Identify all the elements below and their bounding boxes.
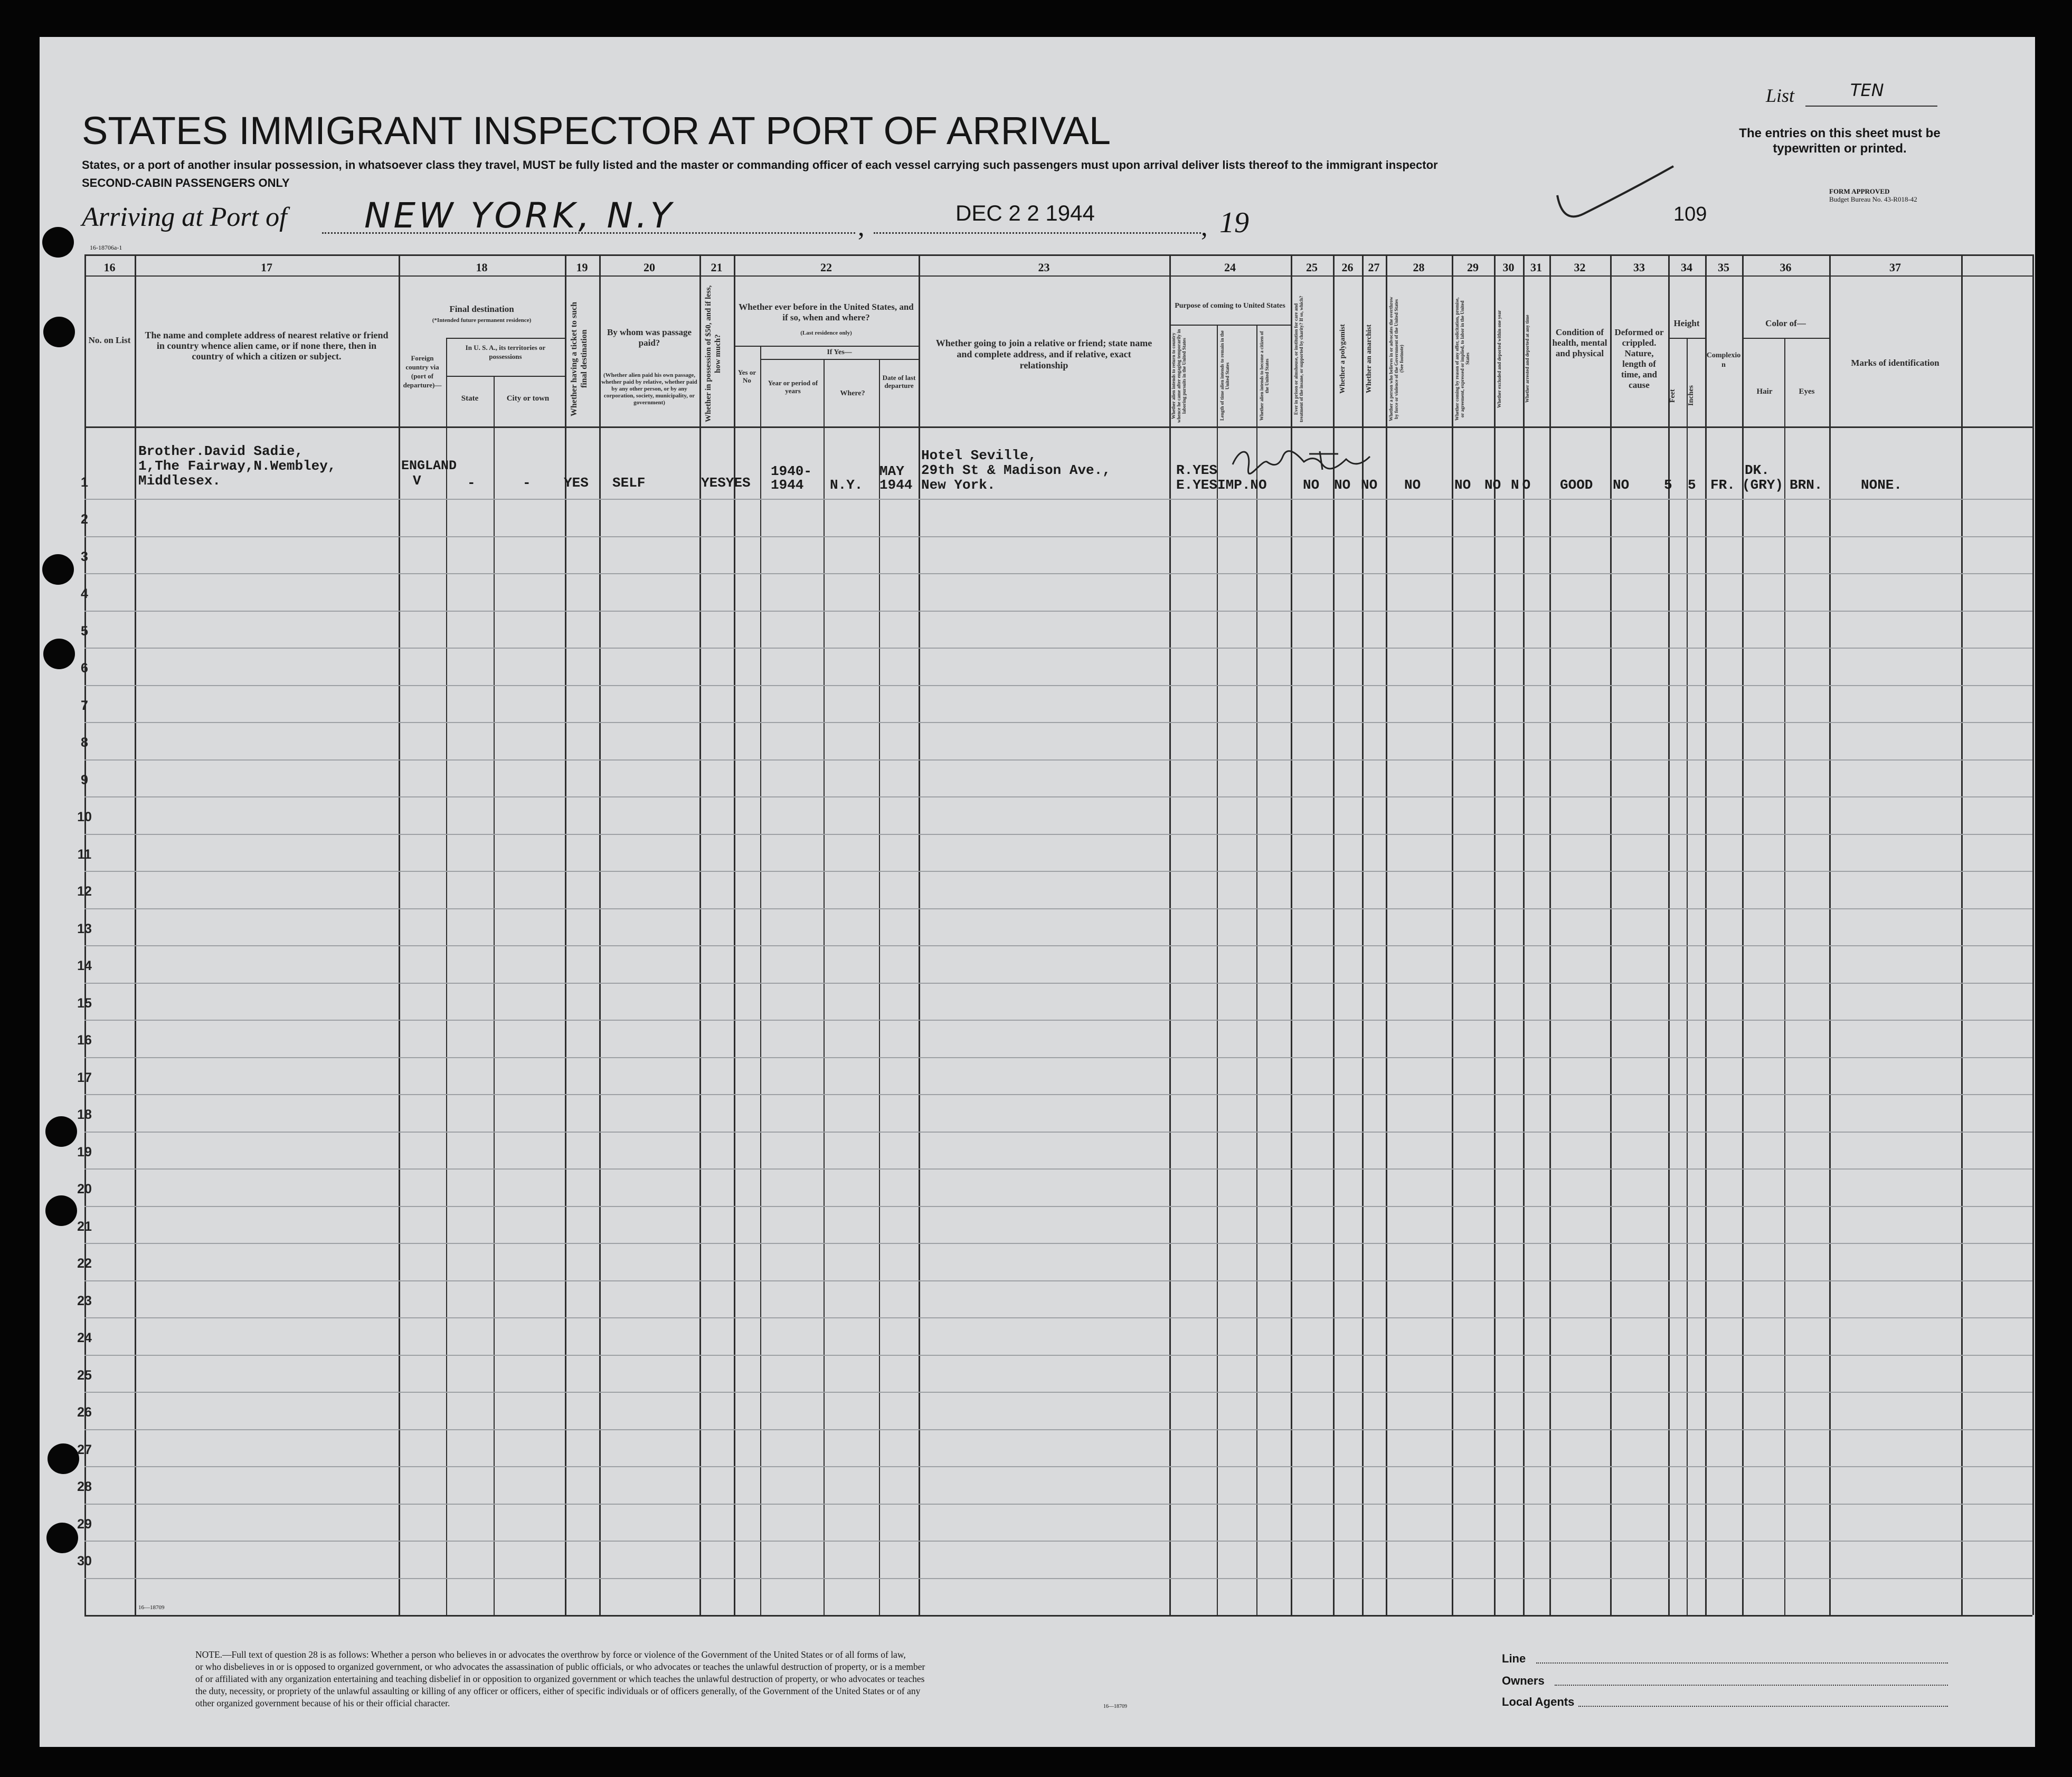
line-label: Line [1502,1652,1526,1665]
col-26-label: Whether a polygamist [1339,324,1347,394]
col-33-number: 33 [1633,261,1645,274]
column-divider [1494,254,1496,1615]
col-35-number: 35 [1718,261,1729,274]
footnote-line: NOTE.—Full text of question 28 is as follows: Whether a person who believes in or advocates the overthrow by force or violence of the Government of the United States or of all forms of law, [195,1649,906,1660]
row-number: 18 [77,1107,92,1122]
col-22-if-yes: If Yes— [827,348,852,356]
row-rule [84,1504,2032,1505]
col-25-number: 25 [1306,261,1318,274]
agents-label: Local Agents [1502,1695,1575,1708]
purpose-value-2: E.YESIMP.NO [1176,477,1267,493]
col-19-label: Whether having a ticket to such final destination [570,301,589,416]
col-29-number: 29 [1467,261,1479,274]
row-number: 27 [77,1442,92,1457]
prison-value: NO [1303,477,1320,493]
footnote-line: the duty, necessity, or propriety of the unlawful assaulting or killing of any officer or officers, either of specific individuals or of officers generally, of the Government of the United States or of any [195,1686,921,1696]
row-rule [84,1094,2032,1095]
col-28-number: 28 [1413,261,1425,274]
column-divider [1668,254,1670,1615]
anarchist-value: NO [1361,477,1378,493]
subheader-rule [446,376,565,377]
date-underline [874,232,1201,234]
polygamist-value: NO [1334,477,1351,493]
col-36-eyes: Eyes [1799,387,1815,396]
row-rule [84,1541,2032,1542]
years-value: 1940- [771,463,812,479]
row-number: 24 [77,1331,92,1345]
row-rule [84,648,2032,649]
ticket-value: YES [564,475,589,491]
city-value: - [523,475,531,491]
header-bottom-rule [84,426,2032,428]
col-21-label: Whether in possession of $50, and if less, how much? [704,285,722,422]
col-36-label: Color of— [1765,318,1806,328]
agents-field [1578,1706,1948,1707]
arrested-value: NO [1511,477,1534,493]
relative-name: Brother.David Sadie, [138,443,304,459]
row-number: 21 [77,1219,92,1234]
column-divider [1549,254,1551,1615]
departure-value: MAY [879,463,904,479]
col-22-year: Year or period of years [768,379,818,395]
footnote-line: or who disbelieves in or is opposed to organized government, or who advocates the assassination of public officials, or who advocates or teaches the unlawful destruction of property, or is a member [195,1661,925,1672]
subheader-rule [1668,338,1705,339]
hair-value: DK. [1745,462,1770,478]
column-subdivider [879,359,880,1615]
column-divider [1452,254,1453,1615]
column-divider [1610,254,1612,1615]
purpose-value: R.YES [1176,462,1218,478]
foreign-country: ENGLAND [401,458,457,473]
row-rule [84,759,2032,761]
column-divider [734,254,735,1615]
col-26-number: 26 [1341,261,1354,274]
handwritten-signature [1230,443,1373,480]
column-subdivider [1687,338,1688,1615]
column-subdivider [824,359,825,1615]
row-number: 22 [77,1256,92,1271]
row-number: 6 [81,661,88,676]
row-rule [84,722,2032,723]
column-divider [1523,254,1525,1615]
page-title: STATES IMMIGRANT INSPECTOR AT PORT OF ARRIVAL [82,109,1111,153]
col-30-label: Whether excluded and deported within one year [1497,310,1502,408]
owners-field [1555,1685,1948,1686]
row-rule [84,1317,2032,1318]
form-code-bottom: 16—18709 [138,1604,165,1611]
col-22-yes-no: Yes or No [737,368,756,384]
column-subdivider [1217,325,1218,1615]
col-27-label: Whether an anarchist [1365,324,1373,394]
join-relative-line-2: 29th St & Madison Ave., [921,462,1111,478]
row-rule [84,1429,2032,1430]
row-number: 9 [81,773,88,787]
row-number: 30 [77,1554,92,1569]
form-code-footer: 16—18709 [1103,1704,1127,1709]
row-rule [84,1020,2032,1021]
row-rule [84,1578,2032,1579]
arriving-label: Arriving at Port of [82,202,287,232]
col-35-label: Complexion [1706,351,1741,369]
col-24-label: Purpose of coming to United States [1175,302,1285,310]
row-rule [84,1392,2032,1393]
row-rule [84,871,2032,872]
subheader-rule [446,338,565,339]
join-relative-line-3: New York. [921,477,996,493]
row-number: 19 [77,1145,92,1160]
class-line: SECOND-CABIN PASSENGERS ONLY [82,176,290,189]
col-18-state-label: State [461,394,479,403]
column-divider [599,254,601,1615]
col-18-number: 18 [476,261,488,274]
column-divider [1169,254,1171,1615]
deformed-value: NO [1613,477,1630,493]
col-37-label: Marks of identification [1851,358,1939,368]
check-mark-icon [1552,164,1679,227]
column-divider [1961,254,1963,1615]
row-number: 11 [77,847,92,862]
row-rule [84,1243,2032,1244]
row-number: 28 [77,1479,92,1494]
col-24-sub-b: Length of time alien intends to remain in the United States [1219,330,1230,421]
col-20-label: By whom was passage paid? [607,327,692,348]
col-31-label: Whether arrested and deported at any time [1525,315,1530,403]
row-rule [84,499,2032,500]
subheader-rule [760,359,919,360]
entries-note: The entries on this sheet must be typewritten or printed. [1739,126,1941,156]
years-value-2: 1944 [771,477,804,493]
state-value: - [467,475,476,491]
manifest-sheet [40,37,2035,1747]
row-number: 4 [81,586,88,601]
row-rule [84,1206,2032,1207]
footnote-line: other organized government because of his or their official character. [195,1698,450,1708]
row-number: 8 [81,735,88,750]
marks-value: NONE. [1861,477,1903,493]
date-stamp: DEC 2 2 1944 [955,201,1095,225]
year-label: 19 [1219,206,1249,239]
col-18-usa-label: In U. S. A., its territories or possessions [465,344,546,360]
complexion-value: FR. [1710,477,1735,493]
col-18-label: Final destination [449,304,514,314]
col-24-sub-a: Whether alien intends to return to country whence he came after engaging temporarily in laboring pursuits in the United States [1171,329,1187,423]
row-rule [84,945,2032,946]
relative-address: 1,The Fairway,N.Wembley, [138,458,336,474]
col-20-number: 20 [644,261,655,274]
row-number: 5 [81,624,88,639]
row-rule [84,908,2032,909]
health-value: GOOD [1560,477,1593,493]
row-number: 17 [77,1070,92,1085]
col-29-label: Whether coming by reason of any offer, solicitation, promise, or agreement, expressed or implied, to labor in the United States [1454,297,1470,421]
row-rule [84,1466,2032,1467]
col-16-number: 16 [103,261,116,274]
col-36-hair: Hair [1756,387,1773,396]
column-number-rule [84,275,2032,277]
row-number: 7 [81,698,88,713]
row-number: 12 [77,884,92,899]
column-subdivider [446,338,447,1615]
col-24-sub-c: Whether alien intends to become a citizen of the United States [1259,331,1270,421]
subheader-rule [1742,338,1829,339]
list-underline [1805,106,1937,107]
comma: , [858,212,865,241]
passage-paid-value: SELF [612,475,646,491]
column-divider [2032,254,2034,1615]
eyes-value: BRN. [1790,477,1823,493]
list-value: TEN [1850,80,1884,100]
row-number: 16 [77,1033,92,1048]
row-rule [84,611,2032,612]
column-divider [565,254,566,1615]
col-17-number: 17 [261,261,272,274]
col-24-number: 24 [1224,261,1236,274]
join-relative-line: Hotel Seville, [921,448,1037,463]
relative-county: Middlesex. [138,473,221,489]
row-rule [84,983,2032,984]
form-code: 16-18706a-1 [90,244,122,251]
excluded-value: NO [1484,477,1501,493]
budget-bureau: Budget Bureau No. 43-R018-42 [1829,195,1917,203]
col-36-number: 36 [1780,261,1792,274]
where-value: N.Y. [830,477,863,493]
col-25-label: Ever in prison or almshouse, or institution for care and treatment of the insane, or supported by charity? If so, which? [1293,296,1304,422]
footnote-line: of or affiliated with any organization entertaining and teaching disbelief in or opposition to organized government or which teaches the unlawful destruction of property, or who advocates or teaches [195,1674,925,1684]
column-divider [919,254,920,1615]
col-16-label: No. on List [88,335,131,345]
col-22-where: Where? [840,389,865,397]
punch-hole [42,227,74,258]
list-label: List [1766,85,1795,106]
row-number: 26 [77,1405,92,1420]
row-rule [84,1168,2032,1170]
row-rule [84,1280,2032,1281]
overthrow-value: NO [1404,477,1421,493]
col-21-number: 21 [711,261,723,274]
col-27-number: 27 [1368,261,1380,274]
row-number: 25 [77,1368,92,1383]
row-rule [84,1355,2032,1356]
height-feet-value: 5 [1664,477,1672,493]
money-value: YESYES [701,475,751,491]
col-23-number: 23 [1038,261,1050,274]
row-number: 10 [77,810,92,824]
column-subdivider [1784,338,1785,1615]
column-divider [135,254,136,1615]
offer-value: NO [1454,477,1471,493]
col-22-date: Date of last departure [882,374,916,389]
row-rule [84,685,2032,686]
column-divider [1742,254,1744,1615]
col-22-number: 22 [820,261,832,274]
col-34-feet: Feet [1669,389,1677,403]
row-number: 29 [77,1517,92,1532]
col-34-number: 34 [1681,261,1692,274]
col-17-label: The name and complete address of nearest relative or friend in country whence alien came, or if none there, then in country of which a citizen or subject. [145,330,389,362]
column-divider [1705,254,1707,1615]
column-subdivider [1256,325,1257,1615]
row-number: 2 [81,512,88,527]
row-number: 15 [77,996,92,1011]
row-number: 3 [81,549,88,564]
foreign-check: V [413,473,421,489]
col-22-sublabel: (Last residence only) [800,330,852,336]
row-number: 13 [77,921,92,936]
punch-hole [43,317,75,347]
col-18-foreign-label: Foreign country via (port of departure)— [403,354,442,389]
col-22-label: Whether ever before in the United States, and if so, when and where? [739,302,914,322]
hair-value-2: (GRY) [1742,477,1784,493]
col-32-label: Condition of health, mental and physical [1552,327,1607,358]
col-31-number: 31 [1530,261,1542,274]
comma: , [1201,212,1208,241]
table-top-rule [84,254,2032,256]
form-approved: FORM APPROVED [1829,187,1890,195]
port-value: NEW YORK, N.Y [364,195,675,236]
departure-value-2: 1944 [879,477,913,493]
owners-label: Owners [1502,1674,1545,1687]
col-34-inches: Inches [1687,385,1695,406]
row-rule [84,1057,2032,1058]
col-34-label: Height [1673,318,1700,328]
col-37-number: 37 [1889,261,1901,274]
column-divider [699,254,701,1615]
row-number: 14 [77,958,92,973]
col-33-label: Deformed or crippled. Nature, length of time, and cause [1614,327,1664,390]
column-divider [1829,254,1831,1615]
column-divider [399,254,400,1615]
column-divider [1386,254,1387,1615]
row-rule [84,1132,2032,1133]
page-number: 109 [1673,203,1707,225]
col-20-sublabel: (Whether alien paid his own passage, whether paid by relative, whether paid by any other person, or by any corporation, society, municipality, or government) [601,372,697,406]
line-field [1536,1662,1948,1664]
row-rule [84,796,2032,797]
row-rule [84,573,2032,574]
height-inches-value: 5 [1688,477,1696,493]
row-number: 23 [77,1294,92,1308]
row-rule [84,536,2032,537]
col-23-label: Whether going to join a relative or friend; state name and complete address, and if relative, exact relationship [935,338,1152,370]
row-number: 1 [81,475,88,490]
subheader-rule [1169,325,1291,326]
col-30-number: 30 [1502,261,1515,274]
subheader-rule [734,346,919,347]
col-18-sublabel: (*Intended future permanent residence) [432,317,532,324]
col-32-number: 32 [1574,261,1586,274]
col-19-number: 19 [576,261,588,274]
table-bottom-rule [84,1615,2032,1617]
row-rule [84,834,2032,835]
instruction-line: States, or a port of another insular possession, in whatsoever class they travel, MUST be fully listed and the master or commanding officer of each vessel carrying such passengers must upon arrival deliver lists thereof to the immigrant inspector [82,158,1438,172]
col-28-label: Whether a person who believes in or advocates the overthrow by force or violence of the Government of the United States (See footnote) [1388,297,1404,421]
row-number: 20 [77,1182,92,1196]
col-18-city-label: City or town [506,394,550,403]
